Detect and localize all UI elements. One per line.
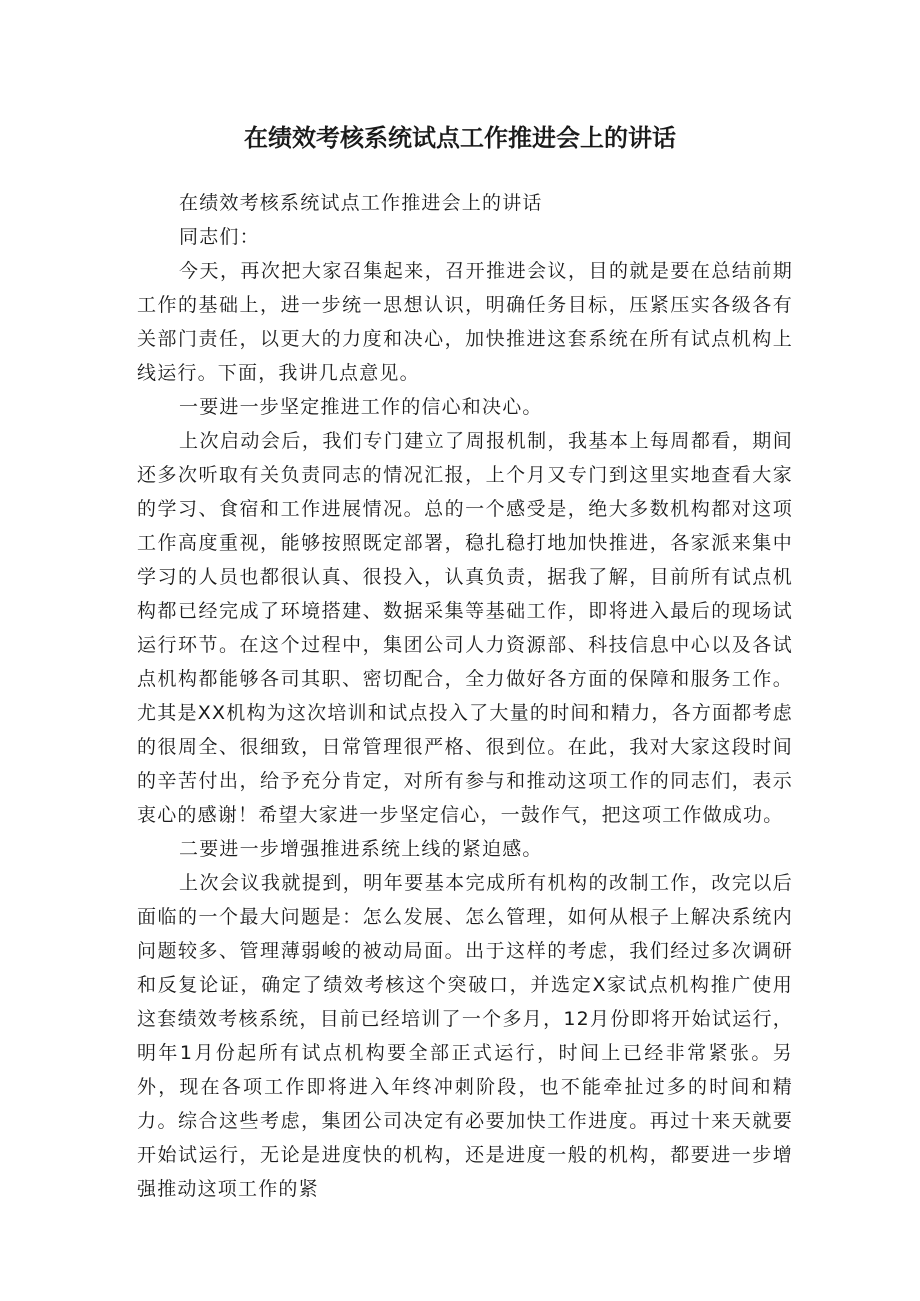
document-title: 在绩效考核系统试点工作推进会上的讲话: [244, 124, 676, 152]
document-body: [137, 186, 793, 1206]
paragraph-subtitle: 在绩效考核系统试点工作推进会上的讲话: [179, 192, 543, 214]
paragraph-section-2: 上次会议我就提到，明年要基本完成所有机构的改制工作，改完以后面临的一个最大问题是：怎么发展、怎么管理，如何从根子上解决系统内问题较多、管理薄弱峻的被动局面。出于这样的考虑，我们经过多次调研和反复论证，确定了绩效考核这个突破口，并选定X家试点机构推广使用这套绩效考核系统，目前已经培训了一个多月，12月份即将开始试运行，明年1月份起所有试点机构要全部正式运行，时间上已经非常紧张。另外，现在各项工作即将进入年终冲刺阶段，也不能牵扯过多的时间和精力。综合这些考虑，集团公司决定有必要加快工作进度。再过十来天就要开始试运行，无论是进度快的机构，还是进度一般的机构，都要进一步增强推动这项工作的紧: [137, 872, 793, 1200]
paragraph-section-1: 上次启动会后，我们专门建立了周报机制，我基本上每周都看，期间还多次听取有关负责同志的情况汇报，上个月又专门到这里实地查看大家的学习、食宿和工作进展情况。总的一个感受是，绝大多数机构都对这项工作高度重视，能够按照既定部署，稳扎稳打地加快推进，各家派来集中学习的人员也都很认真、很投入，认真负责，据我了解，目前所有试点机构都已经完成了环境搭建、数据采集等基础工作，即将进入最后的现场试运行环节。在这个过程中，集团公司人力资源部、科技信息中心以及各试点机构都能够各司其职、密切配合，全力做好各方面的保障和服务工作。尤其是XX机构为这次培训和试点投入了大量的时间和精力，各方面都考虑的很周全、很细致，日常管理很严格、很到位。在此，我对大家这段时间的辛苦付出，给予充分肯定，对所有参与和推动这项工作的同志们，表示衷心的感谢！希望大家进一步坚定信心，一鼓作气，把这项工作做成功。: [137, 430, 793, 826]
paragraph-greeting: 同志们：: [179, 226, 260, 248]
paragraph-heading-2: 二要进一步增强推进系统上线的紧迫感。: [179, 838, 543, 860]
paragraph-intro: 今天，再次把大家召集起来，召开推进会议，目的就是要在总结前期工作的基础上，进一步统一思想认识，明确任务目标，压紧压实各级各有关部门责任，以更大的力度和决心，加快推进这套系统在所有试点机构上线运行。下面，我讲几点意见。: [137, 260, 793, 384]
paragraph-heading-1: 一要进一步坚定推进工作的信心和决心。: [179, 396, 543, 418]
